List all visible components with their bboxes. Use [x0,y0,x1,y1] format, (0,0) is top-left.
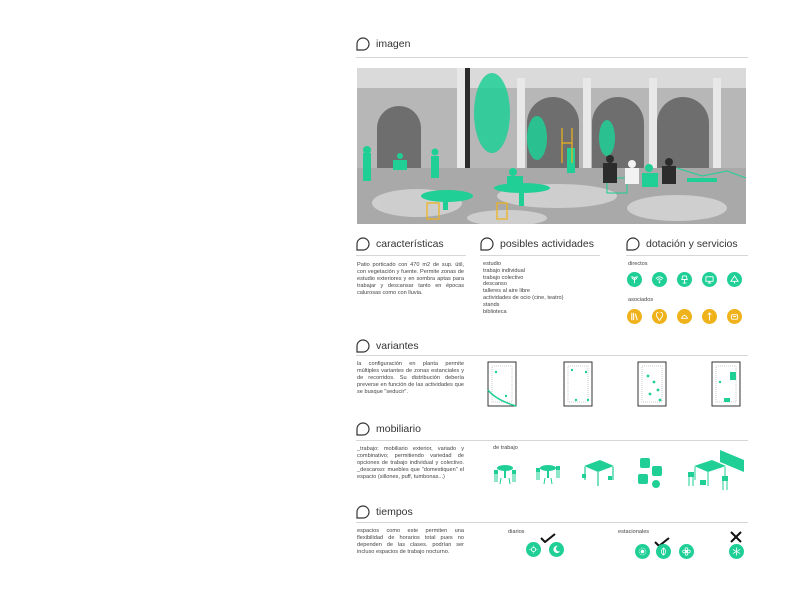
moon-icon [549,542,564,557]
variantes-text: la configuración en planta permite múltiples variantes de zonas estanciales y de recorridos. Su distribución debería preverse en función de las actividades que se busque "seducir". [357,361,464,395]
section-title-imagen: imagen [356,37,410,51]
sun-icon [526,542,541,557]
list-item: descanso [483,281,507,288]
location-icon [652,309,667,324]
asociados-label: asociados [628,297,654,303]
caracteristicas-text: Patio porticado con 470 m2 de sup. útil, con vegetación y fuente. Permite zonas de estudio exteriores y en sombra aptas para trabajar y descansar tanto en épocas calurosas como con lluvia. [357,262,464,296]
wifi-icon [652,272,667,287]
bubble-icon [356,237,370,251]
section-title-tiempos: tiempos [356,505,413,519]
bubble-icon [356,37,370,51]
puff-icon [636,456,666,490]
plant-icon [627,272,642,287]
bubble-icon [356,339,370,353]
section-title-variantes: variantes [356,339,419,353]
list-item: stands [483,301,500,308]
snowflake-icon [729,544,744,559]
list-item: trabajo individual [483,267,525,274]
bubble-icon [626,237,640,251]
de-trabajo-label: de trabajo [493,445,518,451]
divider [480,255,600,256]
service-icon [677,309,692,324]
screen-icon [702,272,717,287]
divider [356,57,748,58]
list-item: trabajo colectivo [483,274,524,281]
floor-plan-2 [562,360,596,410]
divider [356,355,748,356]
courtyard-photo [357,68,746,224]
tree-icon [727,272,742,287]
directos-label: directos [628,261,648,267]
tiempos-text: espacios como este permiten una flexibilidad de horarios total pues no dependen de las clases. podrían ser incluso espacios de trabajo nocturno. [357,528,464,555]
list-item: talleres al aire libre [483,288,530,295]
list-item: estudio [483,261,502,267]
bubble-icon [480,237,494,251]
big-table-icon [580,452,616,488]
section-title-posibles: posibles actividades [480,237,594,251]
flower-icon [679,544,694,559]
books-icon [627,309,642,324]
divider [356,440,748,441]
section-title-caracteristicas: características [356,237,444,251]
section-title-mobiliario: mobiliario [356,422,421,436]
table-chairs-icon [535,458,561,486]
diarios-label: diarios [508,529,525,535]
floor-plan-3 [636,360,670,410]
table-chairs-icon [492,458,518,486]
list-item: biblioteca [483,308,507,315]
mobiliario-text: _trabajo: mobiliario exterior, variado y combinativo; permitiendo variedad de opciones de trabajo individual y colectivo. _descanso: muebles que "domestiquen" el espacio (sillones, puff, tumbonas...) [357,446,464,480]
section-title-dotacion: dotación y servicios [626,237,738,251]
bubble-icon [356,422,370,436]
divider [356,522,748,523]
sun-season-icon [635,544,650,559]
floor-plan-1 [486,360,520,410]
bubble-icon [356,505,370,519]
shop-icon [727,309,742,324]
divider [356,255,466,256]
list-item: actividades de ocio (cine, teatro) [483,294,564,301]
estacionales-label: estacionales [618,529,650,535]
lounge-set-icon [686,446,746,494]
activities-list [483,261,593,315]
divider [626,255,748,256]
floor-plan-4 [710,360,744,410]
leaf-icon [656,544,671,559]
tree-icon [702,309,717,324]
lamp-icon [677,272,692,287]
